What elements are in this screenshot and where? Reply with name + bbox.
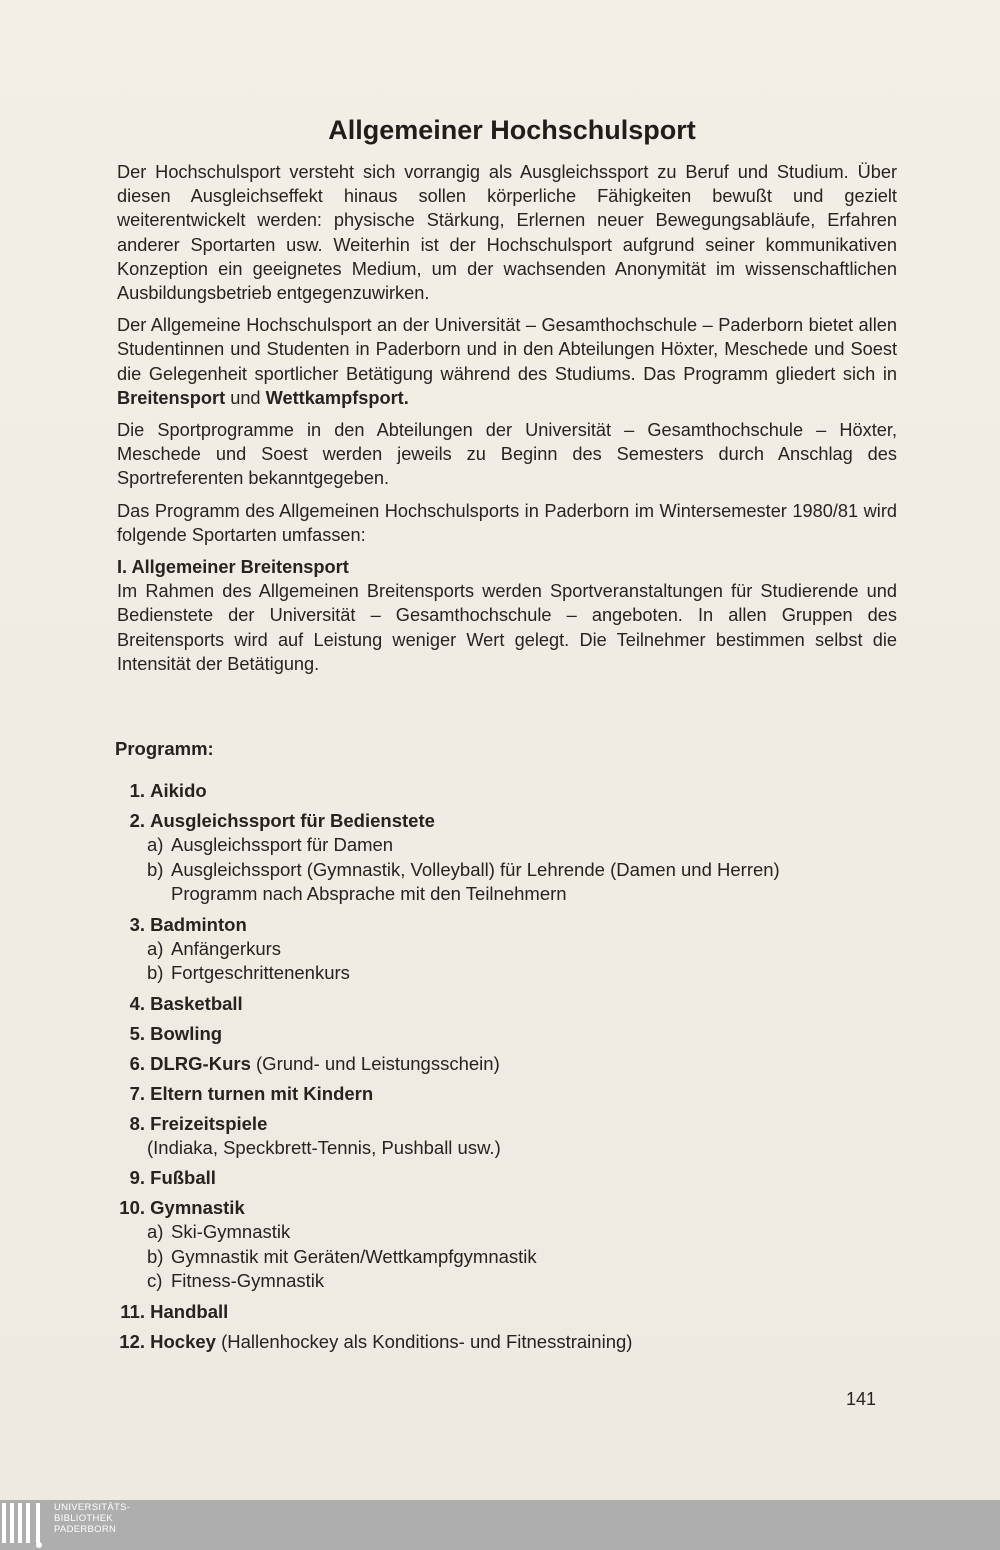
program-item bbox=[105, 1196, 905, 1294]
program-item-number: 4. bbox=[129, 992, 145, 1014]
program-item-name: Eltern turnen mit Kindern bbox=[150, 1082, 374, 1104]
program-item bbox=[105, 779, 905, 803]
program-item-number: 11. bbox=[120, 1300, 145, 1322]
paragraph-program-structure bbox=[117, 313, 897, 410]
program-item-note: (Grund- und Leistungsschein) bbox=[256, 1052, 500, 1074]
subitem-text: Ausgleichssport (Gymnastik, Volleyball) für Lehrende (Damen und Herren) bbox=[171, 858, 780, 880]
emphasis-wettkampfsport: Wettkampfsport. bbox=[265, 387, 409, 408]
program-item-number: 2. bbox=[129, 810, 145, 831]
program-item bbox=[105, 992, 905, 1016]
program-list bbox=[105, 779, 905, 1360]
program-item-name: Bowling bbox=[150, 1022, 223, 1044]
program-item bbox=[105, 1082, 905, 1106]
page-number: 141 bbox=[846, 1389, 877, 1409]
program-item-number: 12. bbox=[119, 1330, 145, 1352]
subitem-text: Fortgeschrittenenkurs bbox=[171, 962, 350, 983]
program-subitem bbox=[105, 1269, 905, 1294]
program-item-name: Freizeitspiele bbox=[150, 1112, 268, 1134]
program-item-name: Badminton bbox=[150, 913, 247, 935]
program-item-name: Gymnastik bbox=[150, 1197, 245, 1218]
program-item-name: Fußball bbox=[150, 1167, 216, 1188]
library-logo bbox=[0, 1500, 160, 1550]
paragraph-conjunction: und bbox=[230, 387, 261, 408]
subitem-letter: b) bbox=[147, 1245, 164, 1267]
subitem-text: Anfängerkurs bbox=[171, 937, 282, 959]
section-heading-breitensport: I. Allgemeiner Breitensport bbox=[117, 557, 349, 578]
subitem-letter: b) bbox=[147, 858, 164, 880]
paragraph-text: Der Allgemeine Hochschulsport an der Universität – Gesamthochschule – Paderborn bietet allen Studentinnen und Studenten in Paderborn und in den Abteilungen Höxter, Meschede und Soest die Gelegenheit sportlicher Betätigung während des Studiums. Das Programm gliedert sich in bbox=[117, 315, 897, 384]
program-item bbox=[105, 1052, 905, 1076]
program-subitem bbox=[105, 833, 905, 858]
program-item-note: (Hallenhockey als Konditions- und Fitnesstraining) bbox=[221, 1330, 633, 1352]
subitem-letter: a) bbox=[147, 834, 164, 855]
document-body bbox=[117, 114, 897, 684]
library-footer bbox=[0, 1500, 1000, 1550]
program-item-number: 7. bbox=[129, 1082, 145, 1104]
program-item bbox=[105, 1112, 905, 1161]
paragraph-departments: Die Sportprogramme in den Abteilungen der Universität – Gesamthochschule – Höxter, Meschede und Soest werden jeweils zu Beginn des Semesters durch Anschlag des Sportreferenten bekanntgegeben. bbox=[117, 420, 897, 489]
program-item-name: DLRG-Kurs bbox=[150, 1052, 251, 1074]
subitem-letter: a) bbox=[147, 937, 164, 959]
paragraph-intro: Der Hochschulsport versteht sich vorrangig als Ausgleichssport zu Beruf und Studium. Über diesen Ausgleichseffekt hinaus sollen körperliche Fähigkeiten bewußt und gezielt weiterentwickelt werden: physische Stärkung, Erlernen neuer Bewegungsabläufe, Erfahren anderer Sportarten usw. Weiterhin ist der Hochschulsport aufgrund seiner kommunikativen Konzeption ein geeignetes Medium, um der wachsenden Anonymität im wissenschaftlichen Ausbildungsbetrieb entgegenzuwirken. bbox=[117, 162, 897, 304]
program-item bbox=[105, 913, 905, 986]
logo-text bbox=[54, 1502, 130, 1535]
logo-line: UNIVERSITÄTS- bbox=[54, 1502, 131, 1513]
program-subitem bbox=[105, 1245, 905, 1270]
program-item-number: 3. bbox=[129, 913, 145, 935]
program-item bbox=[105, 1300, 905, 1324]
subitem-letter: a) bbox=[147, 1221, 164, 1242]
program-subitem bbox=[105, 858, 905, 907]
program-item bbox=[105, 809, 905, 907]
emphasis-breitensport: Breitensport bbox=[117, 387, 226, 408]
subitem-text: (Indiaka, Speckbrett-Tennis, Pushball usw.) bbox=[147, 1136, 501, 1158]
logo-line: PADERBORN bbox=[54, 1524, 117, 1535]
logo-dot-icon bbox=[36, 1542, 42, 1548]
program-item-number: 1. bbox=[129, 780, 145, 801]
program-subitem bbox=[105, 961, 905, 986]
subitem-letter: c) bbox=[147, 1270, 163, 1291]
subitem-text: Fitness-Gymnastik bbox=[171, 1270, 325, 1291]
program-item-name: Ausgleichssport für Bedienstete bbox=[150, 810, 435, 831]
paragraph-breitensport: Im Rahmen des Allgemeinen Breitensports werden Sportveranstaltungen für Studierende und Bedienstete der Universität – Gesamthochschule – angeboten. In allen Gruppen des Breitensports wird auf Leistung weniger Wert gelegt. Die Teilnehmer bestimmen selbst die Intensität der Betätigung. bbox=[117, 581, 897, 674]
program-item bbox=[105, 1330, 905, 1354]
program-item-number: 9. bbox=[129, 1167, 145, 1188]
program-item bbox=[105, 1166, 905, 1190]
subitem-continuation: Programm nach Absprache mit den Teilnehmern bbox=[171, 883, 567, 904]
program-subitem bbox=[105, 937, 905, 962]
paragraph-semester: Das Programm des Allgemeinen Hochschulsports in Paderborn im Wintersemester 1980/81 wird folgende Sportarten umfassen: bbox=[117, 500, 897, 545]
program-item-number: 10. bbox=[119, 1197, 145, 1218]
program-item-number: 5. bbox=[129, 1022, 145, 1044]
program-item-number: 6. bbox=[129, 1052, 145, 1074]
program-item bbox=[105, 1022, 905, 1046]
program-item-name: Aikido bbox=[150, 780, 207, 801]
subitem-text: Gymnastik mit Geräten/Wettkampfgymnastik bbox=[171, 1245, 537, 1267]
subitem-text: Ski-Gymnastik bbox=[171, 1221, 291, 1242]
subitem-letter: b) bbox=[147, 962, 164, 983]
program-subitem bbox=[105, 1136, 905, 1161]
logo-line: BIBLIOTHEK bbox=[54, 1513, 113, 1524]
page-title: Allgemeiner Hochschulsport bbox=[328, 115, 696, 145]
program-item-name: Basketball bbox=[150, 992, 243, 1014]
subitem-text: Ausgleichssport für Damen bbox=[171, 834, 394, 855]
program-item-name: Handball bbox=[150, 1300, 229, 1322]
programm-heading: Programm: bbox=[115, 738, 214, 759]
program-item-number: 8. bbox=[129, 1112, 145, 1134]
program-subitem bbox=[105, 1220, 905, 1245]
program-item-name: Hockey bbox=[150, 1330, 216, 1352]
